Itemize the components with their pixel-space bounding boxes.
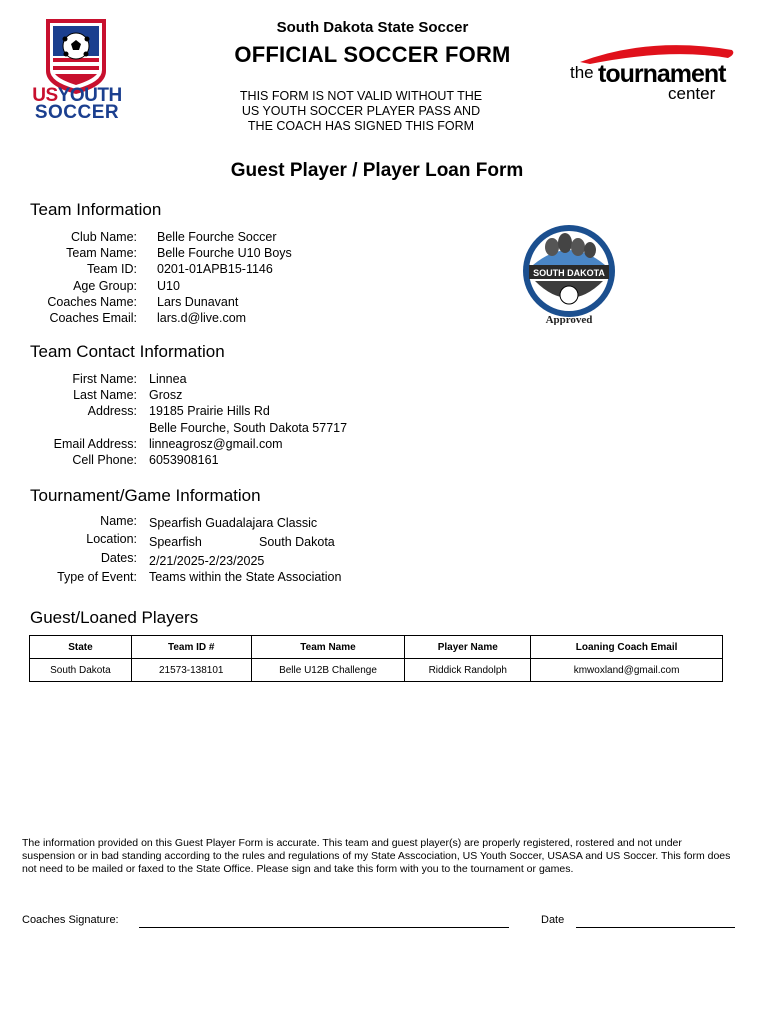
organization-name: South Dakota State Soccer (276, 19, 469, 36)
south-dakota-approved-seal (519, 225, 619, 325)
field-row (30, 245, 292, 261)
field-label: Coaches Name: (47, 294, 137, 309)
field-value-city: Spearfish (149, 535, 202, 549)
field-row (30, 436, 347, 452)
field-label: Location: (86, 532, 137, 546)
column-header-state: State (30, 636, 132, 659)
field-row (30, 403, 347, 419)
field-label: Cell Phone: (72, 452, 137, 467)
field-label (30, 420, 137, 436)
contact-info-fields (30, 371, 347, 468)
coach-signature-line[interactable] (139, 927, 509, 928)
us-youth-soccer-wordmark (18, 85, 136, 123)
field-value: 0201-01APB15-1146 (157, 262, 273, 277)
field-label: Dates: (100, 551, 137, 565)
field-row (30, 310, 292, 326)
table-header-row (30, 636, 723, 659)
field-label: Last Name: (73, 388, 137, 403)
field-value: Lars Dunavant (157, 294, 239, 309)
table-row (30, 659, 723, 682)
tournament-info-fields (30, 513, 341, 586)
date-line[interactable] (576, 927, 735, 928)
field-label: Team ID: (86, 262, 137, 277)
logo-the-text: the (570, 63, 594, 82)
field-value: Linnea (149, 372, 187, 386)
cell-team-name: Belle U12B Challenge (251, 659, 405, 682)
section-heading-tournament-info: Tournament/Game Information (30, 486, 261, 505)
section-heading-guest-players: Guest/Loaned Players (30, 608, 199, 627)
field-label: Club Name: (71, 230, 137, 244)
section-heading-team-info: Team Information (30, 200, 162, 219)
field-row (30, 513, 341, 531)
field-value: lars.d@live.com (157, 310, 247, 325)
guest-players-table (29, 635, 723, 682)
logo-youth-text: YOUTH (57, 85, 122, 106)
field-value: 6053908161 (149, 452, 219, 467)
field-value: U10 (157, 278, 180, 293)
form-title: Guest Player / Player Loan Form (230, 160, 524, 181)
validity-notice-line: US YOUTH SOCCER PLAYER PASS AND (241, 104, 481, 118)
field-value: linneagrosz@gmail.com (149, 436, 283, 451)
logo-us-text: US (32, 85, 58, 106)
field-label: Team Name: (66, 246, 137, 261)
field-label: Age Group: (73, 278, 137, 293)
cell-player-name: Riddick Randolph (405, 659, 531, 682)
column-header-team-name: Team Name (251, 636, 405, 659)
field-value: Teams within the State Association (149, 570, 342, 584)
column-header-coach-email: Loaning Coach Email (531, 636, 723, 659)
field-label: Coaches Email: (49, 310, 137, 325)
field-label: Name: (100, 514, 137, 528)
field-row (30, 420, 347, 436)
field-row (30, 531, 341, 550)
cell-team-id: 21573-138101 (131, 659, 251, 682)
column-header-player-name: Player Name (405, 636, 531, 659)
field-row (30, 568, 341, 586)
date-label: Date (541, 914, 565, 926)
field-value: Belle Fourche Soccer (157, 230, 277, 244)
validity-notice (200, 89, 522, 134)
coach-signature-label: Coaches Signature: (22, 914, 119, 926)
logo-center-text: center (668, 84, 716, 103)
field-value: Belle Fourche, South Dakota 57717 (149, 420, 348, 435)
validity-notice-line: THE COACH HAS SIGNED THIS FORM (247, 119, 475, 133)
field-value: 19185 Prairie Hills Rd (149, 404, 270, 419)
cell-state: South Dakota (30, 659, 132, 682)
field-value: Grosz (149, 388, 183, 403)
logo-tournament-text: tournament (598, 60, 726, 88)
team-info-fields (30, 229, 292, 326)
logo-soccer-text: SOCCER (34, 102, 120, 123)
field-row (30, 278, 292, 294)
field-value: 2/21/2025-2/23/2025 (149, 554, 265, 568)
field-label: Email Address: (53, 436, 137, 451)
field-row (30, 294, 292, 310)
form-type-heading: OFFICIAL SOCCER FORM (234, 42, 511, 67)
validity-notice-line: THIS FORM IS NOT VALID WITHOUT THE (239, 89, 483, 103)
field-value: Spearfish Guadalajara Classic (149, 516, 318, 530)
tournament-center-logo (560, 40, 740, 112)
seal-approved-text: Approved (545, 314, 593, 325)
cell-coach-email: kmwoxland@gmail.com (531, 659, 723, 682)
section-heading-contact-info: Team Contact Information (30, 342, 225, 361)
field-value-state: South Dakota (259, 535, 335, 549)
field-row (30, 229, 292, 245)
field-row (30, 452, 347, 468)
field-label: Address: (87, 404, 137, 419)
field-row (30, 371, 347, 387)
field-label: First Name: (72, 372, 137, 386)
field-value: Belle Fourche U10 Boys (157, 246, 292, 261)
column-header-team-id: Team ID # (131, 636, 251, 659)
field-row (30, 261, 292, 277)
field-row (30, 387, 347, 403)
seal-state-text: SOUTH DAKOTA (533, 268, 605, 278)
field-label: Type of Event: (57, 570, 137, 584)
accuracy-statement: The information provided on this Guest Player Form is accurate. This team and guest player(s) are properly registered, rostered and not under suspension or in bad standing according to the rules and regulations of my State Asscociation, US Youth Soccer, USASA and US Soccer. This form does not need to be mailed or faxed to the State Office. Please sign and take this form with you to the tournament or games. (22, 837, 731, 875)
